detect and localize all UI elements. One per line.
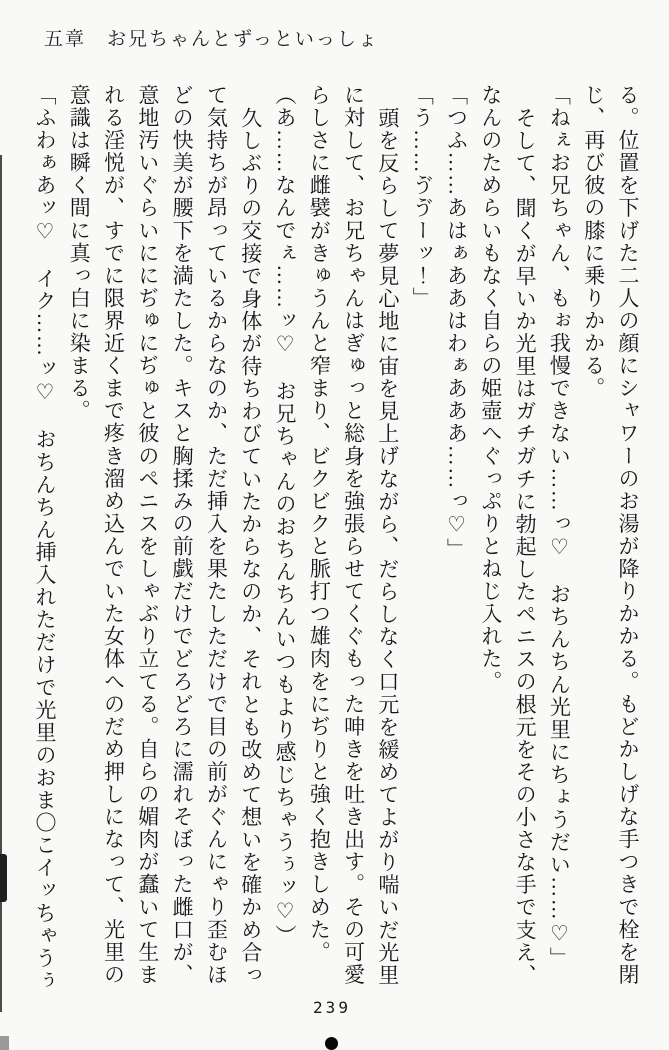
text-column: て気持ちが昂っているからなのか、ただ挿入を果たしただけで目の前がぐんにゃり歪むほ [204, 84, 229, 986]
text-column: らしさに雌襞がきゅうんと窄まり、ビクビクと脈打つ雄肉をにぢりと強く抱きしめた。 [307, 84, 332, 964]
text-column: （あ……なんでぇ……ッ♡ お兄ちゃんのおちんちんいつもより感じちゃうぅッ♡） [273, 84, 298, 947]
text-column: る。位置を下げた二人の顔にシャワーのお湯が降りかかる。もどかしげな手つきで栓を閉 [616, 84, 640, 986]
text-column: 「ふわぁあッ♡ イク……ッ♡ おちんちん挿入れただけで光里のおま〇こイッちゃうぅ [32, 84, 57, 992]
scan-artifact-strip [0, 854, 7, 902]
text-body [25, 84, 645, 996]
text-column: 意識は瞬く間に真っ白に染まる。 [67, 84, 92, 423]
scan-artifact-corner [0, 1036, 9, 1050]
page-marker-dot [325, 1037, 338, 1050]
text-column: じ、再び彼の膝に乗りかかる。 [581, 84, 606, 400]
text-column: そして、聞くが早いか光里はガチガチに勃起したペニスの根元をその小さな手で支え、 [513, 106, 538, 987]
text-column: れる淫悦が、すでに限界近くまで疼き溜め込んでいた女体へのだめ押しになって、光里の [101, 84, 126, 986]
text-column: 「つふ……あはぁああはわぁあああ……っ♡」 [444, 84, 469, 561]
text-column: に対して、お兄ちゃんはぎゅっと総身を強張らせてくぐもった呻きを吐き出す。その可愛 [341, 84, 366, 986]
text-column: どの快美が腰下を満たした。キスと胸揉みの前戯だけでどろどろに濡れそぼった雌口が、 [170, 84, 195, 986]
page-number: 239 [313, 998, 351, 1017]
text-column: 「う……ゔゔーッ！」 [410, 84, 435, 310]
text-column: 「ねぇお兄ちゃん、もぉ我慢できない……っ♡ おちんちん光里にちょうだい……♡」 [547, 84, 572, 970]
text-column: 頭を反らして夢見心地に宙を見上げながら、だらしなく口元を緩めてよがり喘いだ光里 [375, 106, 400, 987]
text-column: 意地汚いぐらいににぢゅにぢゅと彼のペニスをしゃぶり立てる。自らの媚肉が蠢いて生ま [135, 84, 160, 986]
text-column: なんのためらいもなく自らの姫壺へぐっぷりとねじ入れた。 [478, 84, 503, 693]
text-column: 久しぶりの交接で身体が待ちわびていたからなのか、それとも改めて想いを確かめ合っ [238, 106, 263, 987]
chapter-header: 五章 お兄ちゃんとずっといっしょ [44, 29, 379, 50]
